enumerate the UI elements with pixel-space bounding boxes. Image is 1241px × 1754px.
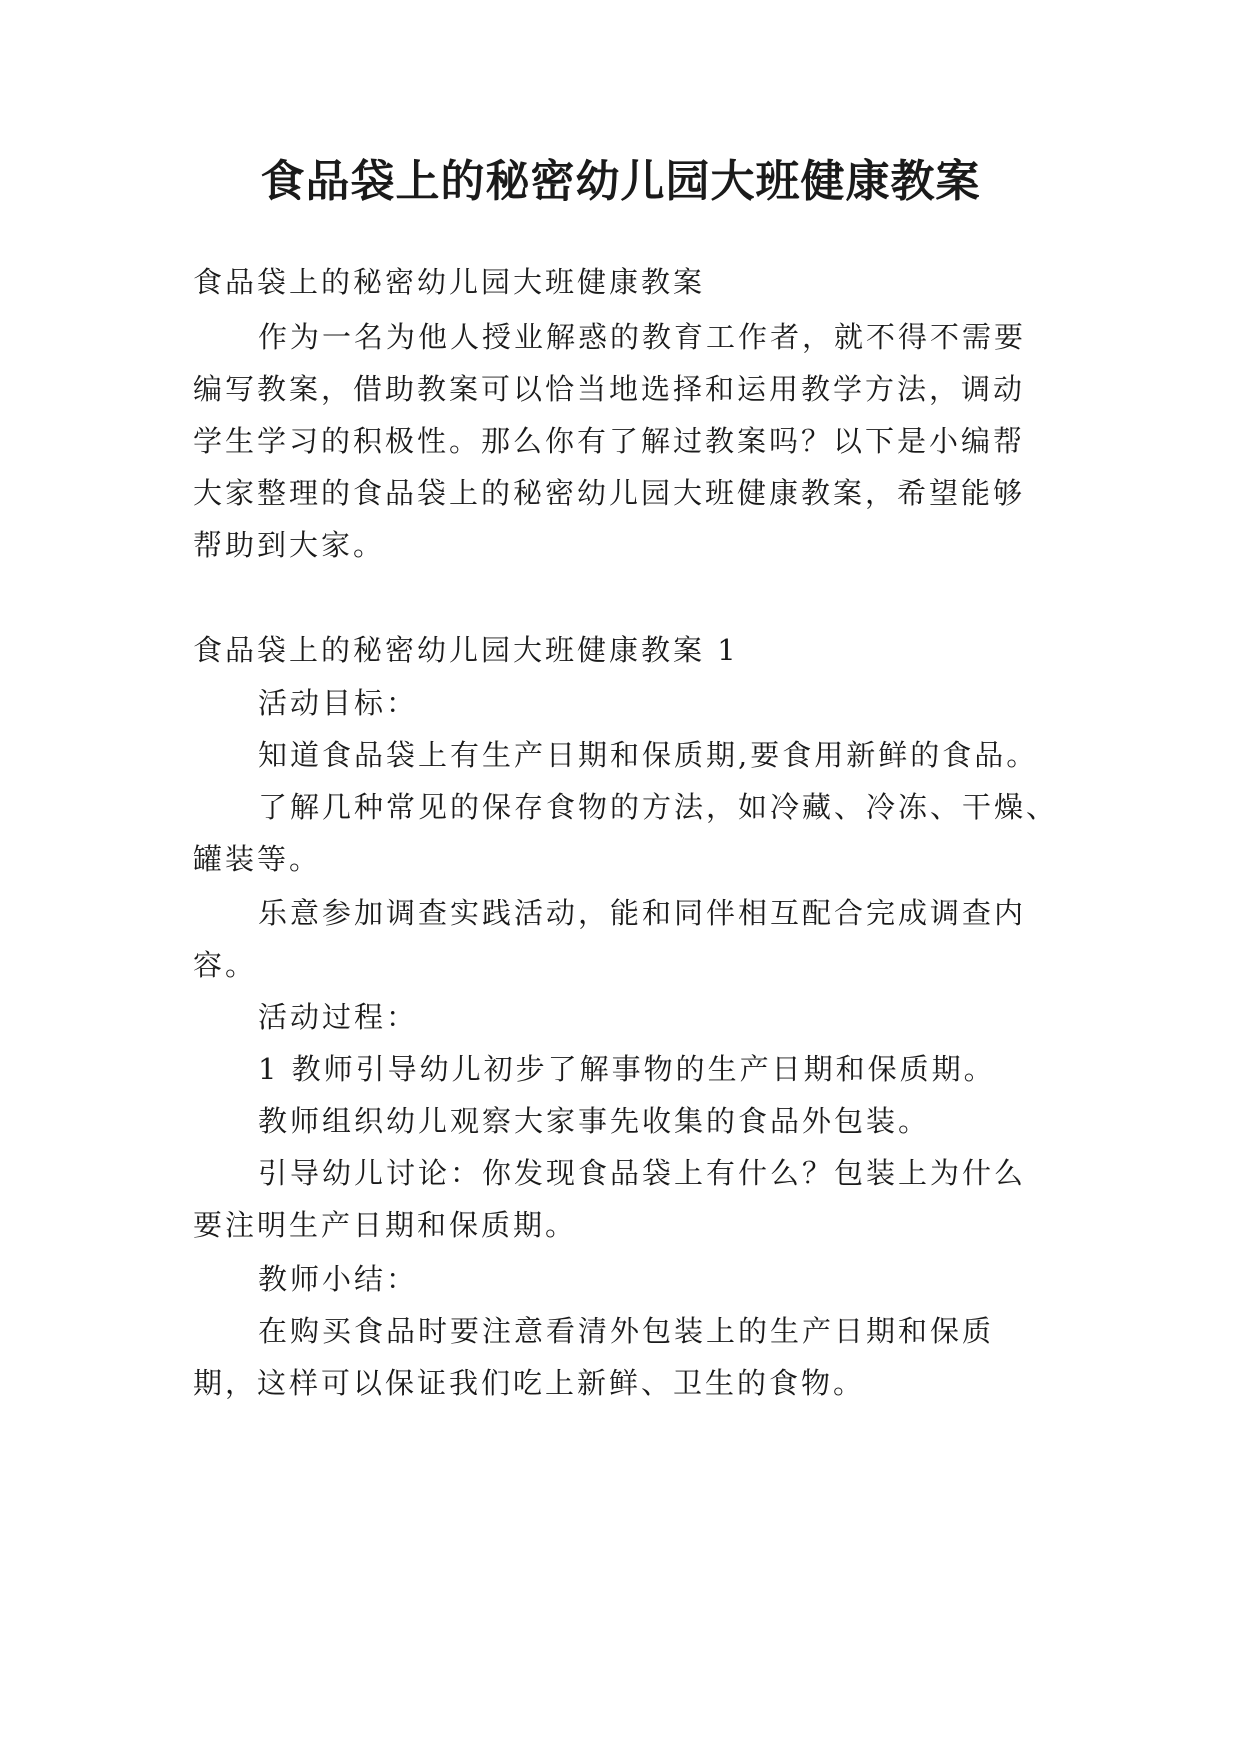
- intro-heading: 食品袋上的秘密幼儿园大班健康教案: [193, 265, 706, 299]
- paragraph-line: 期，这样可以保证我们吃上新鲜、卫生的食物。: [193, 1366, 866, 1400]
- paragraph-line: 在购买食品时要注意看清外包装上的生产日期和保质: [258, 1314, 995, 1348]
- paragraph-line: 学生学习的积极性。那么你有了解过教案吗？以下是小编帮: [193, 424, 1026, 458]
- paragraph-line: 作为一名为他人授业解惑的教育工作者，就不得不需要: [258, 320, 1027, 354]
- paragraph-line: 引导幼儿讨论：你发现食品袋上有什么？包装上为什么: [258, 1156, 1027, 1190]
- subheading-summary: 教师小结：: [258, 1262, 419, 1296]
- document-title: 食品袋上的秘密幼儿园大班健康教案: [260, 156, 981, 207]
- section-heading: 食品袋上的秘密幼儿园大班健康教案 1: [193, 633, 739, 667]
- paragraph-line: 要注明生产日期和保质期。: [193, 1208, 578, 1242]
- paragraph-line: 罐装等。: [193, 842, 322, 876]
- subheading-process: 活动过程：: [258, 1000, 419, 1034]
- paragraph-line: 教师组织幼儿观察大家事先收集的食品外包装。: [258, 1104, 931, 1138]
- paragraph-line: 编写教案，借助教案可以恰当地选择和运用教学方法，调动: [193, 372, 1026, 406]
- subheading-goals: 活动目标：: [258, 686, 419, 720]
- paragraph-line: 知道食品袋上有生产日期和保质期,要食用新鲜的食品。: [258, 738, 1039, 772]
- paragraph-line: 乐意参加调查实践活动，能和同伴相互配合完成调查内: [258, 896, 1027, 930]
- paragraph-line: 帮助到大家。: [193, 528, 386, 562]
- paragraph-line: 容。: [193, 948, 258, 982]
- paragraph-line: 大家整理的食品袋上的秘密幼儿园大班健康教案，希望能够: [193, 476, 1026, 510]
- paragraph-line: 1 教师引导幼儿初步了解事物的生产日期和保质期。: [258, 1052, 996, 1086]
- paragraph-line: 了解几种常见的保存食物的方法，如冷藏、冷冻、干燥、: [258, 790, 1059, 824]
